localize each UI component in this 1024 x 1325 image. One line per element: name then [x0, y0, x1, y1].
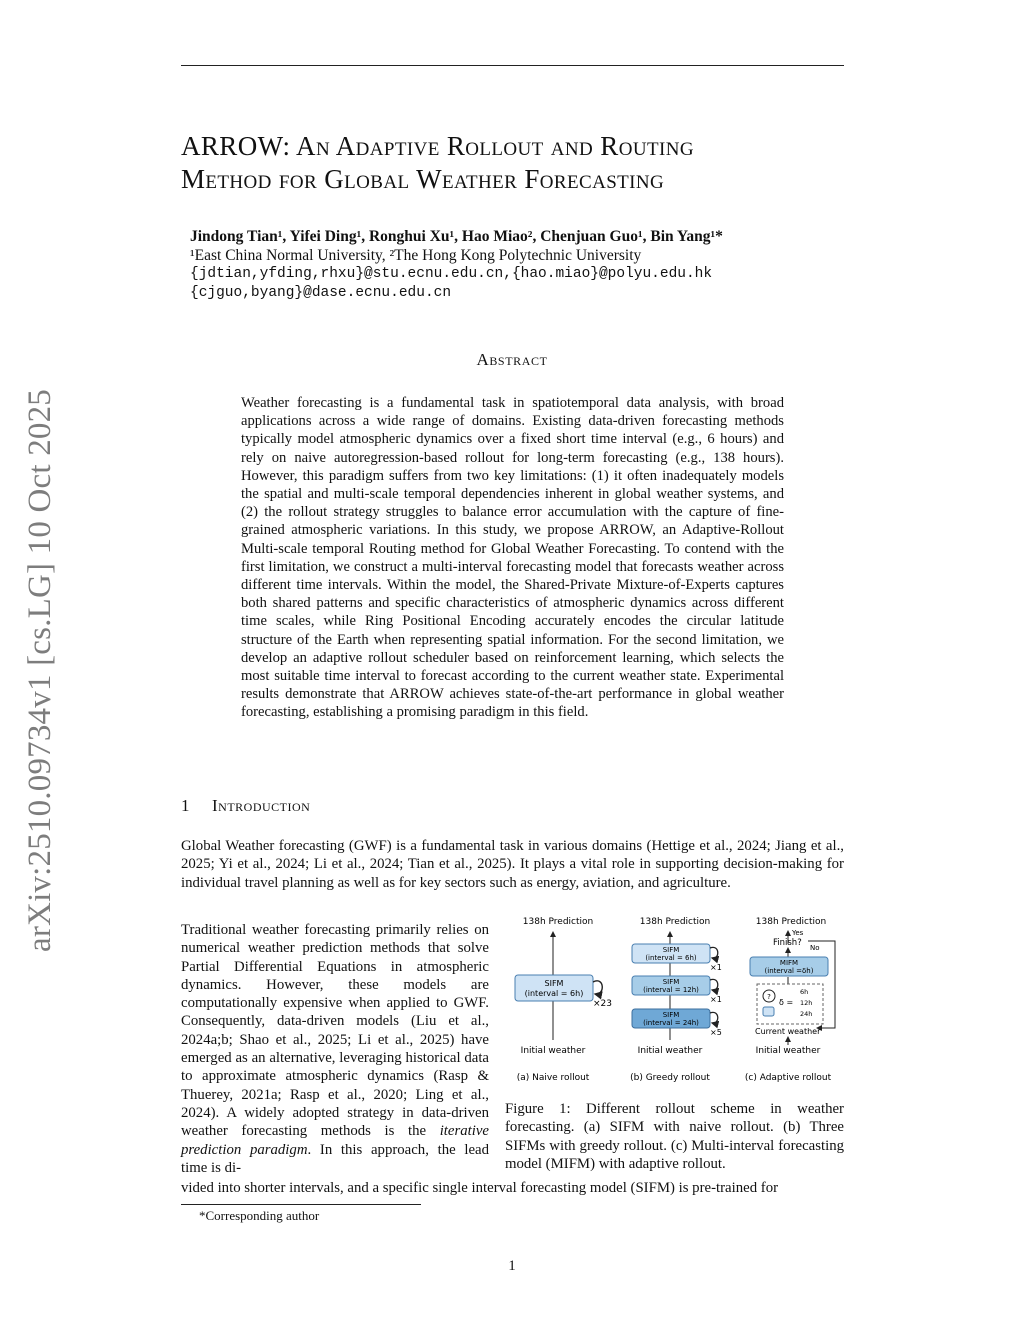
panel-b-bottom-label: Initial weather [637, 1046, 703, 1056]
paper-title [181, 130, 851, 196]
intro-p2-emphasis: iterative prediction paradigm [181, 1123, 489, 1158]
footnote: *Corresponding author [199, 1208, 320, 1223]
panel-c-yes: Yes [792, 929, 804, 937]
figure-1-diagram [505, 910, 845, 1090]
intro-p2-text-a: Traditional weather forecasting primarily relies on numerical weather prediction methods that solve Partial Differential Equations in atmospheric dynamics. However, these models are computationally expensive when applied to GWF. Consequently, data-driven models (Liu et al., 2024a;b; Shao et al., 2025; Li et al., 2025) have emerged as an alternative, leveraging historical data to approximate atmospheric dynamics (Rasp & Thuerey, 2021a; Rasp et al., 2020; Ling et al., 2024). A widely adopted strategy in data-driven weather forecasting methods is the [181, 922, 489, 1140]
panel-c-bottom-label: Initial weather [755, 1046, 821, 1056]
panel-c-box-line2: (interval =δh) [764, 967, 814, 975]
panel-b-greedy-rollout [630, 917, 722, 1083]
footnote-rule [181, 1204, 421, 1205]
figure-1-caption: Figure 1: Different rollout scheme in weather forecasting. (a) SIFM with naive rollout. (b) Three SIFMs with greedy rollout. (c) Multi-interval forecasting model (MIFM) with adaptive rollout. [505, 1101, 844, 1172]
panel-b-box-1-line1: SIFM [662, 946, 680, 954]
panel-b-box-2-line2: (interval = 12h) [643, 986, 699, 994]
panel-b-caption: (b) Greedy rollout [630, 1073, 710, 1083]
panel-c-top-label: 138h Prediction [755, 917, 827, 927]
panel-c-box-line1: MIFM [779, 959, 799, 967]
panel-c-adaptive-rollout [745, 917, 835, 1083]
panel-b-box-2-line1: SIFM [662, 978, 680, 986]
intro-paragraph-2 [181, 921, 489, 1177]
title-line-2: Method for Global Weather Forecasting [181, 164, 665, 194]
section-title: Introduction [212, 796, 311, 815]
author-names: Jindong Tian¹, Yifei Ding¹, Ronghui Xu¹, Hao Miao², Chenjuan Guo¹, Bin Yang¹* [190, 228, 723, 245]
panel-b-repeat-1: ×1 [710, 963, 722, 972]
panel-b-repeat-2: ×1 [710, 995, 722, 1004]
section-number: 1 [181, 796, 190, 815]
panel-b-box-1-line2: (interval = 6h) [645, 954, 697, 962]
panel-a-box-line2: (interval = 6h) [524, 989, 584, 998]
abstract-heading: Abstract [476, 350, 548, 369]
panel-c-robot-icon [763, 1007, 774, 1016]
intro-paragraph-2-continued: vided into shorter intervals, and a specific single interval forecasting model (SIFM) is pre-trained for [181, 1180, 779, 1196]
affiliations: ¹East China Normal University, ²The Hong Kong Polytechnic University [190, 247, 642, 264]
panel-c-delta: δ = [779, 998, 794, 1007]
panel-b-box-3-line1: SIFM [662, 1011, 680, 1019]
emails-line-1: {jdtian,yfding,rhxu}@stu.ecnu.edu.cn,{hao.miao}@polyu.edu.hk [190, 266, 713, 282]
panel-a-loop-icon [593, 981, 602, 994]
panel-a-repeat: ×23 [593, 999, 612, 1009]
panel-a-naive-rollout [515, 917, 612, 1083]
author-block [190, 227, 850, 303]
panel-c-option-24h: 24h [800, 1010, 813, 1018]
panel-a-bottom-label: Initial weather [520, 1046, 586, 1056]
panel-b-top-label: 138h Prediction [639, 917, 711, 927]
title-line-1: ARROW: An Adaptive Rollout and Routing [181, 131, 694, 161]
page-number: 1 [508, 1258, 516, 1274]
top-rule [181, 65, 844, 66]
intro-paragraph-1: Global Weather forecasting (GWF) is a fundamental task in various domains (Hettige et al., 2024; Jiang et al., 2025; Yi et al., 2024; Li et al., 2024; Tian et al., 2025). It plays a vital role in supporting decision-making for individual travel planning as well as for key sectors such as energy, aviation, and agriculture. [181, 838, 844, 891]
panel-b-box-3-line2: (interval = 24h) [643, 1019, 699, 1027]
panel-c-question-mark: ? [767, 993, 771, 1001]
panel-b-loop-icon-3 [710, 1012, 718, 1023]
panel-c-no: No [810, 944, 820, 952]
panel-c-finish: Finish? [773, 938, 802, 948]
abstract-text: Weather forecasting is a fundamental task in spatiotemporal data analysis, with broad applications across a wide range of domains. Existing data-driven forecasting methods typically model atmospheric dynamics over a fixed short time interval (e.g., 6 hours) and rely on naive autoregression-based rollout for long-term forecasting (e.g., 138 hours). However, this paradigm suffers from two key limitations: (1) it often inadequately models the spatial and multi-scale temporal dependencies inherent in global weather systems, and (2) the rollout strategy struggles to balance error accumulation with the capture of fine-grained atmospheric variations. In this study, we propose ARROW, an Adaptive-Rollout Multi-scale temporal Routing method for Global Weather Forecasting. To contend with the first limitation, we construct a multi-interval forecasting model that forecasts weather across different time intervals. Within the model, the Shared-Private Mixture-of-Experts captures both shared patterns and specific characteristics of atmospheric dynamics across different time scales, while Ring Positional Encoding accurately encodes the circular latitude structure of the Earth when representing spatial information. For the second limitation, we develop an adaptive rollout scheduler based on reinforcement learning, which selects the most suitable time interval to forecast according to the current weather state. Experimental results demonstrate that ARROW achieves state-of-the-art performance in global weather forecasting, establishing a promising paradigm in this field. [241, 395, 784, 721]
emails-line-2: {cjguo,byang}@dase.ecnu.edu.cn [190, 285, 452, 301]
intro-p2-text-b: . In this approach, the lead time is di- [181, 1141, 489, 1176]
panel-a-box-line1: SIFM [544, 979, 564, 988]
panel-c-option-6h: 6h [800, 988, 809, 996]
panel-c-caption: (c) Adaptive rollout [744, 1073, 832, 1083]
panel-a-top-label: 138h Prediction [522, 917, 594, 927]
arxiv-sidebar-stamp [22, 372, 62, 952]
panel-c-current: Current weather [755, 1027, 821, 1036]
panel-b-loop-icon-1 [710, 947, 718, 958]
arxiv-id[interactable]: arXiv:2510.09734v1 [cs.LG] 10 Oct 2025 [22, 388, 58, 952]
panel-c-option-12h: 12h [800, 999, 813, 1007]
panel-b-repeat-3: ×5 [710, 1028, 722, 1037]
panel-b-loop-icon-2 [710, 979, 718, 990]
panel-a-caption: (a) Naive rollout [516, 1073, 590, 1083]
section-heading-introduction [181, 796, 310, 816]
